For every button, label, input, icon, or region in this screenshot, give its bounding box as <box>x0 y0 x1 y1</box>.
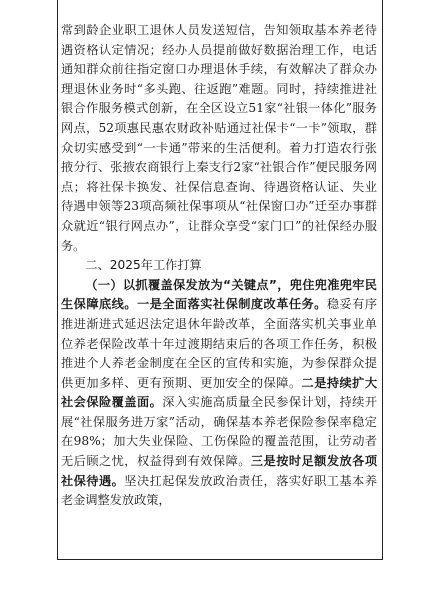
item2-heading: 二是持续扩大社会保险覆盖面。 <box>61 375 378 410</box>
item1-text: 稳妥有序推进渐进式延迟法定退休年龄改革，全面落实机关事业单位养老保险改革十年过渡期结束后的各项工作任务，积极推进个人养老金制度在全区的宣传和实施，为参保群众提供更加多样、更有预期、更加安全的保障。 <box>61 297 378 390</box>
plan-paragraph <box>61 276 377 511</box>
plan-lead-heading: （一）以抓覆盖保发放为“关键点”，兜住兜准兜牢民生保障底线。 <box>61 277 377 312</box>
item1-heading: 一是全面落实社保制度改革任务。 <box>136 297 327 312</box>
item3-text: 坚决扛起保发放政治责任，落实好职工基本养老金调整发放政策， <box>61 473 378 508</box>
document-body <box>61 21 377 511</box>
continued-paragraph: 常到龄企业职工退休人员发送短信，告知领取基本养老待遇资格认定情况；经办人员提前做好数据治理工作，电话通知群众前往指定窗口办理退休手续，有效解决了群众办理退休业务时“多头跑、往返跑”难题。同时，持续推进社银合作服务模式创新，在全区设立51家“社银一体化”服务网点，52项惠民惠农财政补贴通过社保卡“一卡”领取，群众切实感受到“一卡通”带来的生活便利。着力打造农行张掖分行、张掖农商银行上秦支行2家“社银合作”便民服务网点；将社保卡换发、社保信息查询、待遇资格认证、失业待遇申领等23项高频社保事项从“社保窗口办”迁至办事群众就近“银行网点办”，让群众享受“家门口”的社保经办服务。 <box>61 23 377 253</box>
item2-text: 深入实施高质量全民参保计划，持续开展“社保服务进万家”活动，确保基本养老保险参保率稳定在98%；加大失业保险、工伤保险的覆盖范围，让劳动者无后顾之忧，权益得到有效保障。 <box>61 395 378 469</box>
item3-heading: 三是按时足额发放各项社保待遇。 <box>61 454 378 488</box>
section-heading: 二、2025年工作打算 <box>85 258 202 273</box>
